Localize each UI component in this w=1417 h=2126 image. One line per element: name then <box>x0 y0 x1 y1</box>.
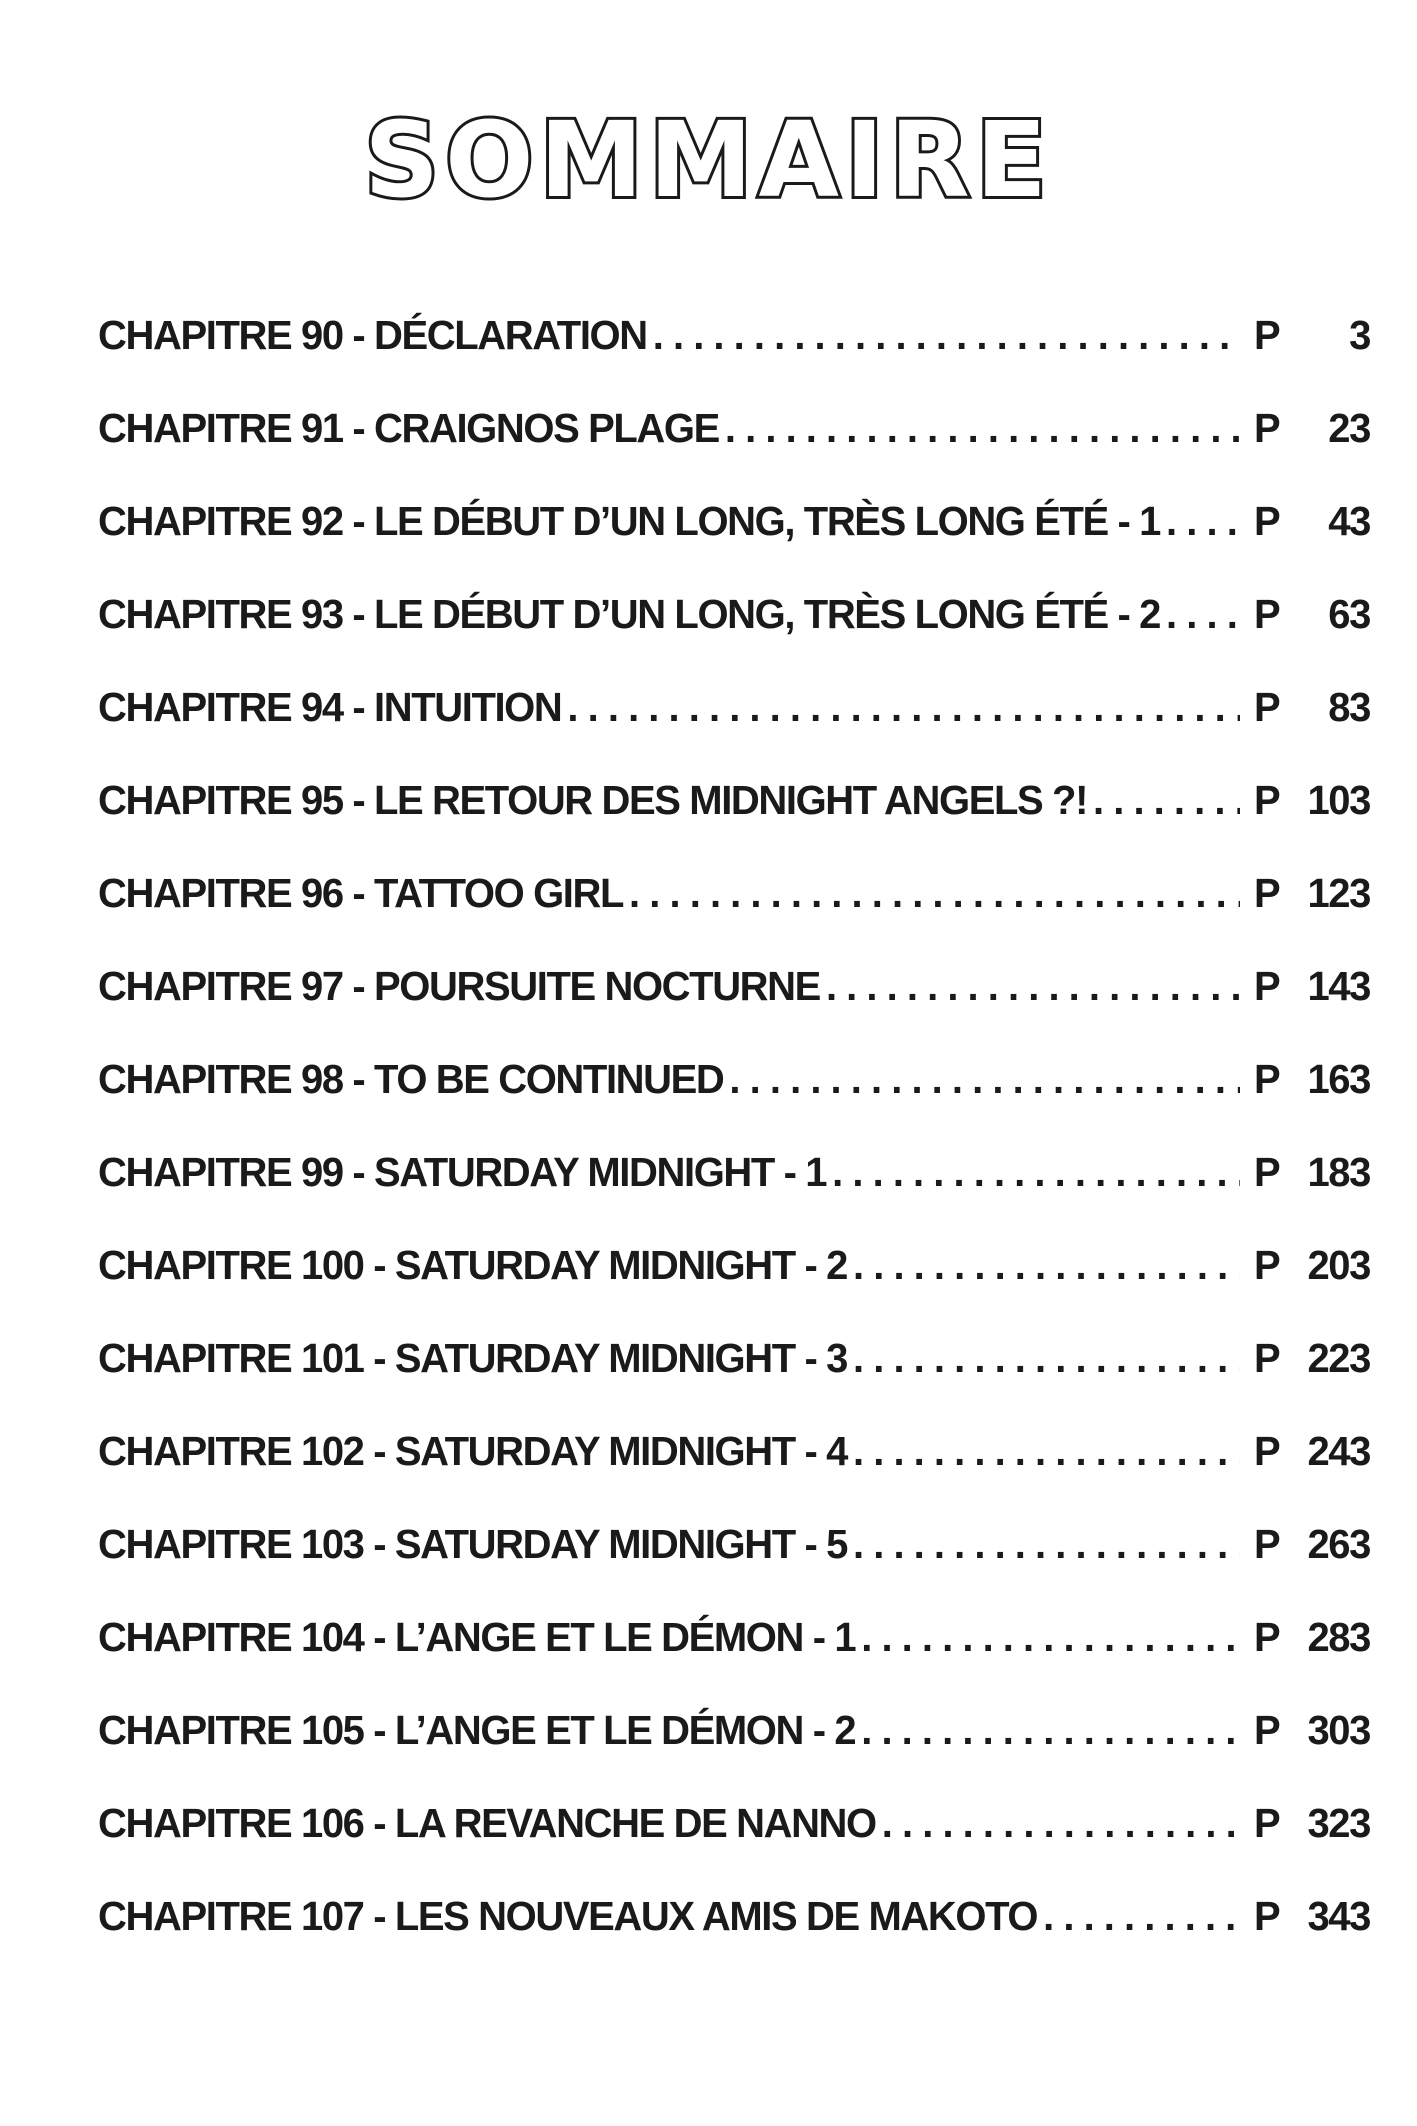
toc-page-number: 343 <box>1307 1894 1370 1939</box>
toc-leader-dots <box>729 1057 1240 1103</box>
toc-page-prefix: P <box>1254 1429 1280 1474</box>
toc-entry-title: CHAPITRE 90 - DÉCLARATION <box>98 313 647 358</box>
toc-page-number: 243 <box>1307 1429 1370 1474</box>
toc-entry <box>98 778 1370 873</box>
toc-leader-dots <box>1043 1894 1240 1940</box>
toc-entry-title: CHAPITRE 94 - INTUITION <box>98 685 562 730</box>
toc-entry-title: CHAPITRE 97 - POURSUITE NOCTURNE <box>98 964 820 1009</box>
toc-leader-dots <box>832 1150 1240 1196</box>
toc-leader-dots <box>629 871 1240 917</box>
toc-page-prefix: P <box>1254 592 1280 637</box>
toc-leader-dots <box>853 1522 1240 1568</box>
toc-entry <box>98 1336 1370 1431</box>
toc-entry-title: CHAPITRE 92 - LE DÉBUT D’UN LONG, TRÈS LONG ÉTÉ - 1 <box>98 499 1161 544</box>
toc-page-number: 143 <box>1307 964 1370 1009</box>
toc-entry <box>98 685 1370 780</box>
toc-page-number: 43 <box>1328 499 1370 544</box>
toc-page-prefix: P <box>1254 1801 1280 1846</box>
toc-entry <box>98 592 1370 687</box>
toc-entry <box>98 964 1370 1059</box>
toc-page-number: 303 <box>1307 1708 1370 1753</box>
toc-leader-dots <box>1093 778 1240 824</box>
toc-page-number: 3 <box>1349 313 1370 358</box>
toc-page-prefix: P <box>1254 313 1280 358</box>
toc-leader-dots <box>853 1429 1240 1475</box>
table-of-contents <box>98 314 1370 1988</box>
toc-leader-dots <box>567 685 1240 731</box>
toc-leader-dots <box>1166 499 1240 545</box>
toc-leader-dots <box>725 406 1240 452</box>
toc-page-number: 83 <box>1328 685 1370 730</box>
toc-entry <box>98 499 1370 594</box>
toc-page-prefix: P <box>1254 1615 1280 1660</box>
toc-entry-title: CHAPITRE 102 - SATURDAY MIDNIGHT - 4 <box>98 1429 847 1474</box>
toc-leader-dots <box>861 1615 1240 1661</box>
toc-page-prefix: P <box>1254 964 1280 1009</box>
toc-page-number: 23 <box>1328 406 1370 451</box>
toc-entry <box>98 1057 1370 1152</box>
toc-entry-title: CHAPITRE 95 - LE RETOUR DES MIDNIGHT ANGELS ?! <box>98 778 1087 823</box>
toc-entry <box>98 1894 1370 1989</box>
toc-entry-title: CHAPITRE 107 - LES NOUVEAUX AMIS DE MAKOTO <box>98 1894 1038 1939</box>
toc-entry <box>98 1150 1370 1245</box>
toc-page-prefix: P <box>1254 1708 1280 1753</box>
toc-page-number: 123 <box>1307 871 1370 916</box>
toc-page-prefix: P <box>1254 406 1280 451</box>
toc-entry <box>98 1522 1370 1617</box>
toc-entry <box>98 1243 1370 1338</box>
toc-leader-dots <box>1166 592 1240 638</box>
toc-leader-dots <box>882 1801 1240 1847</box>
toc-entry <box>98 1708 1370 1803</box>
toc-entry-title: CHAPITRE 98 - TO BE CONTINUED <box>98 1057 724 1102</box>
toc-page-number: 263 <box>1307 1522 1370 1567</box>
toc-entry-title: CHAPITRE 101 - SATURDAY MIDNIGHT - 3 <box>98 1336 847 1381</box>
toc-entry <box>98 313 1370 408</box>
toc-leader-dots <box>853 1336 1240 1382</box>
toc-page-prefix: P <box>1254 1894 1280 1939</box>
toc-page-number: 163 <box>1307 1057 1370 1102</box>
toc-page-number: 223 <box>1307 1336 1370 1381</box>
toc-page-prefix: P <box>1254 1336 1280 1381</box>
toc-entry-title: CHAPITRE 93 - LE DÉBUT D’UN LONG, TRÈS LONG ÉTÉ - 2 <box>98 592 1161 637</box>
toc-entry <box>98 1429 1370 1524</box>
toc-page-number: 283 <box>1307 1615 1370 1660</box>
toc-page-number: 203 <box>1307 1243 1370 1288</box>
toc-entry-title: CHAPITRE 103 - SATURDAY MIDNIGHT - 5 <box>98 1522 847 1567</box>
toc-leader-dots <box>861 1708 1240 1754</box>
toc-entry-title: CHAPITRE 100 - SATURDAY MIDNIGHT - 2 <box>98 1243 847 1288</box>
toc-page-prefix: P <box>1254 1150 1280 1195</box>
toc-entry-title: CHAPITRE 99 - SATURDAY MIDNIGHT - 1 <box>98 1150 827 1195</box>
toc-entry <box>98 406 1370 501</box>
toc-entry-title: CHAPITRE 106 - LA REVANCHE DE NANNO <box>98 1801 876 1846</box>
toc-page-number: 103 <box>1307 778 1370 823</box>
toc-page-prefix: P <box>1254 1522 1280 1567</box>
page-title: SOMMAIRE <box>364 99 1053 221</box>
toc-page-number: 63 <box>1328 592 1370 637</box>
toc-entry-title: CHAPITRE 105 - L’ANGE ET LE DÉMON - 2 <box>98 1708 856 1753</box>
toc-page-number: 183 <box>1307 1150 1370 1195</box>
toc-entry <box>98 871 1370 966</box>
toc-leader-dots <box>653 313 1240 359</box>
toc-leader-dots <box>853 1243 1240 1289</box>
toc-leader-dots <box>826 964 1240 1010</box>
toc-entry <box>98 1801 1370 1896</box>
toc-page-prefix: P <box>1254 685 1280 730</box>
toc-page-prefix: P <box>1254 1243 1280 1288</box>
toc-page-prefix: P <box>1254 871 1280 916</box>
toc-page-prefix: P <box>1254 778 1280 823</box>
toc-page-prefix: P <box>1254 499 1280 544</box>
toc-page-prefix: P <box>1254 1057 1280 1102</box>
toc-entry-title: CHAPITRE 96 - TATTOO GIRL <box>98 871 624 916</box>
toc-entry <box>98 1615 1370 1710</box>
toc-entry-title: CHAPITRE 104 - L’ANGE ET LE DÉMON - 1 <box>98 1615 856 1660</box>
toc-page-number: 323 <box>1307 1801 1370 1846</box>
toc-entry-title: CHAPITRE 91 - CRAIGNOS PLAGE <box>98 406 719 451</box>
